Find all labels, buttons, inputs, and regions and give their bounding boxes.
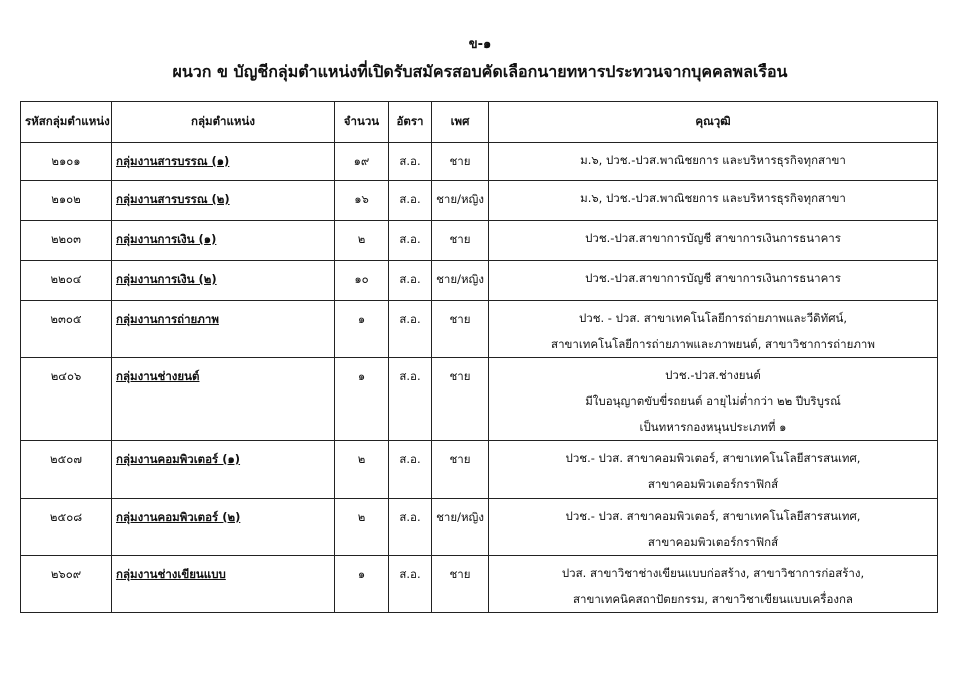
sex-cell: ชาย	[432, 143, 489, 181]
position-code-cell: ๒๕๐๘	[21, 499, 112, 556]
position-group-cell	[112, 301, 335, 358]
qualifications-cell	[489, 143, 938, 181]
qualifications-cell	[489, 358, 938, 441]
qualification-line: ม.๖, ปวช.-ปวส.พาณิชยการ และบริหารธุรกิจทุกสาขา	[580, 153, 846, 167]
header-qualifications: คุณวุฒิ	[489, 102, 938, 143]
rate-cell: ส.อ.	[389, 143, 432, 181]
qualification-line: ม.๖, ปวช.-ปวส.พาณิชยการ และบริหารธุรกิจทุกสาขา	[580, 191, 846, 205]
count-cell: ๑	[335, 358, 389, 441]
qualifications-cell	[489, 499, 938, 556]
table-body	[21, 143, 938, 613]
group-name-text: กลุ่มงานการถ่ายภาพ	[116, 312, 219, 326]
table-row	[21, 301, 938, 358]
table-row	[21, 556, 938, 613]
rate-cell: ส.อ.	[389, 499, 432, 556]
header-code: รหัสกลุ่มตำแหน่ง	[21, 102, 112, 143]
position-code-cell: ๒๒๐๔	[21, 261, 112, 301]
table-row	[21, 143, 938, 181]
table-row	[21, 181, 938, 221]
count-cell: ๑	[335, 556, 389, 613]
qualifications-cell	[489, 556, 938, 613]
qualification-line: สาขาคอมพิวเตอร์กราฟิกส์	[647, 535, 779, 549]
position-code-cell: ๒๖๐๙	[21, 556, 112, 613]
group-name-text: กลุ่มงานคอมพิวเตอร์ (๒)	[116, 510, 241, 524]
qualification-line: ปวช.-ปวส.สาขาการบัญชี สาขาการเงินการธนาคาร	[585, 271, 841, 285]
count-cell: ๑	[335, 301, 389, 358]
table-row	[21, 261, 938, 301]
qualification-line: มีใบอนุญาตขับขี่รถยนต์ อายุไม่ต่ำกว่า ๒๒ ปีบริบูรณ์	[585, 394, 841, 408]
qualifications-cell	[489, 301, 938, 358]
qualification-line: สาขาคอมพิวเตอร์กราฟิกส์	[647, 477, 779, 491]
group-name-text: กลุ่มงานสารบรรณ (๒)	[116, 192, 230, 206]
rate-cell: ส.อ.	[389, 358, 432, 441]
position-code-cell: ๒๒๐๓	[21, 221, 112, 261]
table-row	[21, 499, 938, 556]
sex-cell: ชาย	[432, 441, 489, 499]
qualification-line: ปวส. สาขาวิชาช่างเขียนแบบก่อสร้าง, สาขาวิชาการก่อสร้าง,	[561, 566, 865, 580]
qualification-line: สาขาเทคนิคสถาปัตยกรรม, สาขาวิชาเขียนแบบเครื่องกล	[573, 592, 853, 606]
header-sex: เพศ	[432, 102, 489, 143]
positions-table	[20, 101, 938, 613]
sex-cell: ชาย	[432, 556, 489, 613]
position-group-cell	[112, 221, 335, 261]
group-name-text: กลุ่มงานช่างยนต์	[116, 369, 200, 383]
position-group-cell	[112, 261, 335, 301]
position-group-cell	[112, 499, 335, 556]
position-group-cell	[112, 358, 335, 441]
count-cell: ๒	[335, 441, 389, 499]
position-code-cell: ๒๔๐๖	[21, 358, 112, 441]
rate-cell: ส.อ.	[389, 261, 432, 301]
table-row	[21, 441, 938, 499]
table-row	[21, 221, 938, 261]
rate-cell: ส.อ.	[389, 301, 432, 358]
rate-cell: ส.อ.	[389, 221, 432, 261]
qualification-line: ปวช.- ปวส. สาขาคอมพิวเตอร์, สาขาเทคโนโลยีสารสนเทศ,	[565, 451, 861, 465]
position-code-cell: ๒๑๐๒	[21, 181, 112, 221]
position-group-cell	[112, 556, 335, 613]
position-group-cell	[112, 143, 335, 181]
qualification-line: สาขาเทคโนโลยีการถ่ายภาพและภาพยนต์, สาขาวิชาการถ่ายภาพ	[551, 337, 875, 351]
sex-cell: ชาย/หญิง	[432, 181, 489, 221]
sex-cell: ชาย	[432, 221, 489, 261]
page-title: ผนวก ข บัญชีกลุ่มตำแหน่งที่เปิดรับสมัครสอบคัดเลือกนายทหารประทวนจากบุคคลพลเรือน	[172, 62, 788, 81]
header-rate: อัตรา	[389, 102, 432, 143]
page-code: ข-๑	[468, 37, 492, 52]
rate-cell: ส.อ.	[389, 441, 432, 499]
count-cell: ๑๙	[335, 143, 389, 181]
count-cell: ๑๖	[335, 181, 389, 221]
qualifications-cell	[489, 221, 938, 261]
qualification-line: ปวช.-ปวส.สาขาการบัญชี สาขาการเงินการธนาคาร	[585, 231, 841, 245]
position-code-cell: ๒๓๐๕	[21, 301, 112, 358]
table-row	[21, 358, 938, 441]
table-header-row	[21, 102, 938, 143]
group-name-text: กลุ่มงานคอมพิวเตอร์ (๑)	[116, 452, 241, 466]
position-group-cell	[112, 181, 335, 221]
group-name-text: กลุ่มงานช่างเขียนแบบ	[116, 567, 226, 581]
qualifications-cell	[489, 441, 938, 499]
group-name-text: กลุ่มงานการเงิน (๑)	[116, 232, 217, 246]
header-count: จำนวน	[335, 102, 389, 143]
position-group-cell	[112, 441, 335, 499]
sex-cell: ชาย/หญิง	[432, 499, 489, 556]
rate-cell: ส.อ.	[389, 556, 432, 613]
count-cell: ๒	[335, 499, 389, 556]
group-name-text: กลุ่มงานสารบรรณ (๑)	[116, 154, 230, 168]
sex-cell: ชาย	[432, 358, 489, 441]
qualification-line: เป็นทหารกองหนุนประเภทที่ ๑	[639, 420, 787, 434]
group-name-text: กลุ่มงานการเงิน (๒)	[116, 272, 217, 286]
rate-cell: ส.อ.	[389, 181, 432, 221]
position-code-cell: ๒๕๐๗	[21, 441, 112, 499]
sex-cell: ชาย/หญิง	[432, 261, 489, 301]
qualifications-cell	[489, 261, 938, 301]
header-group: กลุ่มตำแหน่ง	[112, 102, 335, 143]
position-code-cell: ๒๑๐๑	[21, 143, 112, 181]
sex-cell: ชาย	[432, 301, 489, 358]
count-cell: ๑๐	[335, 261, 389, 301]
qualification-line: ปวช. - ปวส. สาขาเทคโนโลยีการถ่ายภาพและวีดิทัศน์,	[578, 311, 848, 325]
qualification-line: ปวช.- ปวส. สาขาคอมพิวเตอร์, สาขาเทคโนโลยีสารสนเทศ,	[565, 509, 861, 523]
qualification-line: ปวช.-ปวส.ช่างยนต์	[665, 368, 761, 382]
count-cell: ๒	[335, 221, 389, 261]
qualifications-cell	[489, 181, 938, 221]
